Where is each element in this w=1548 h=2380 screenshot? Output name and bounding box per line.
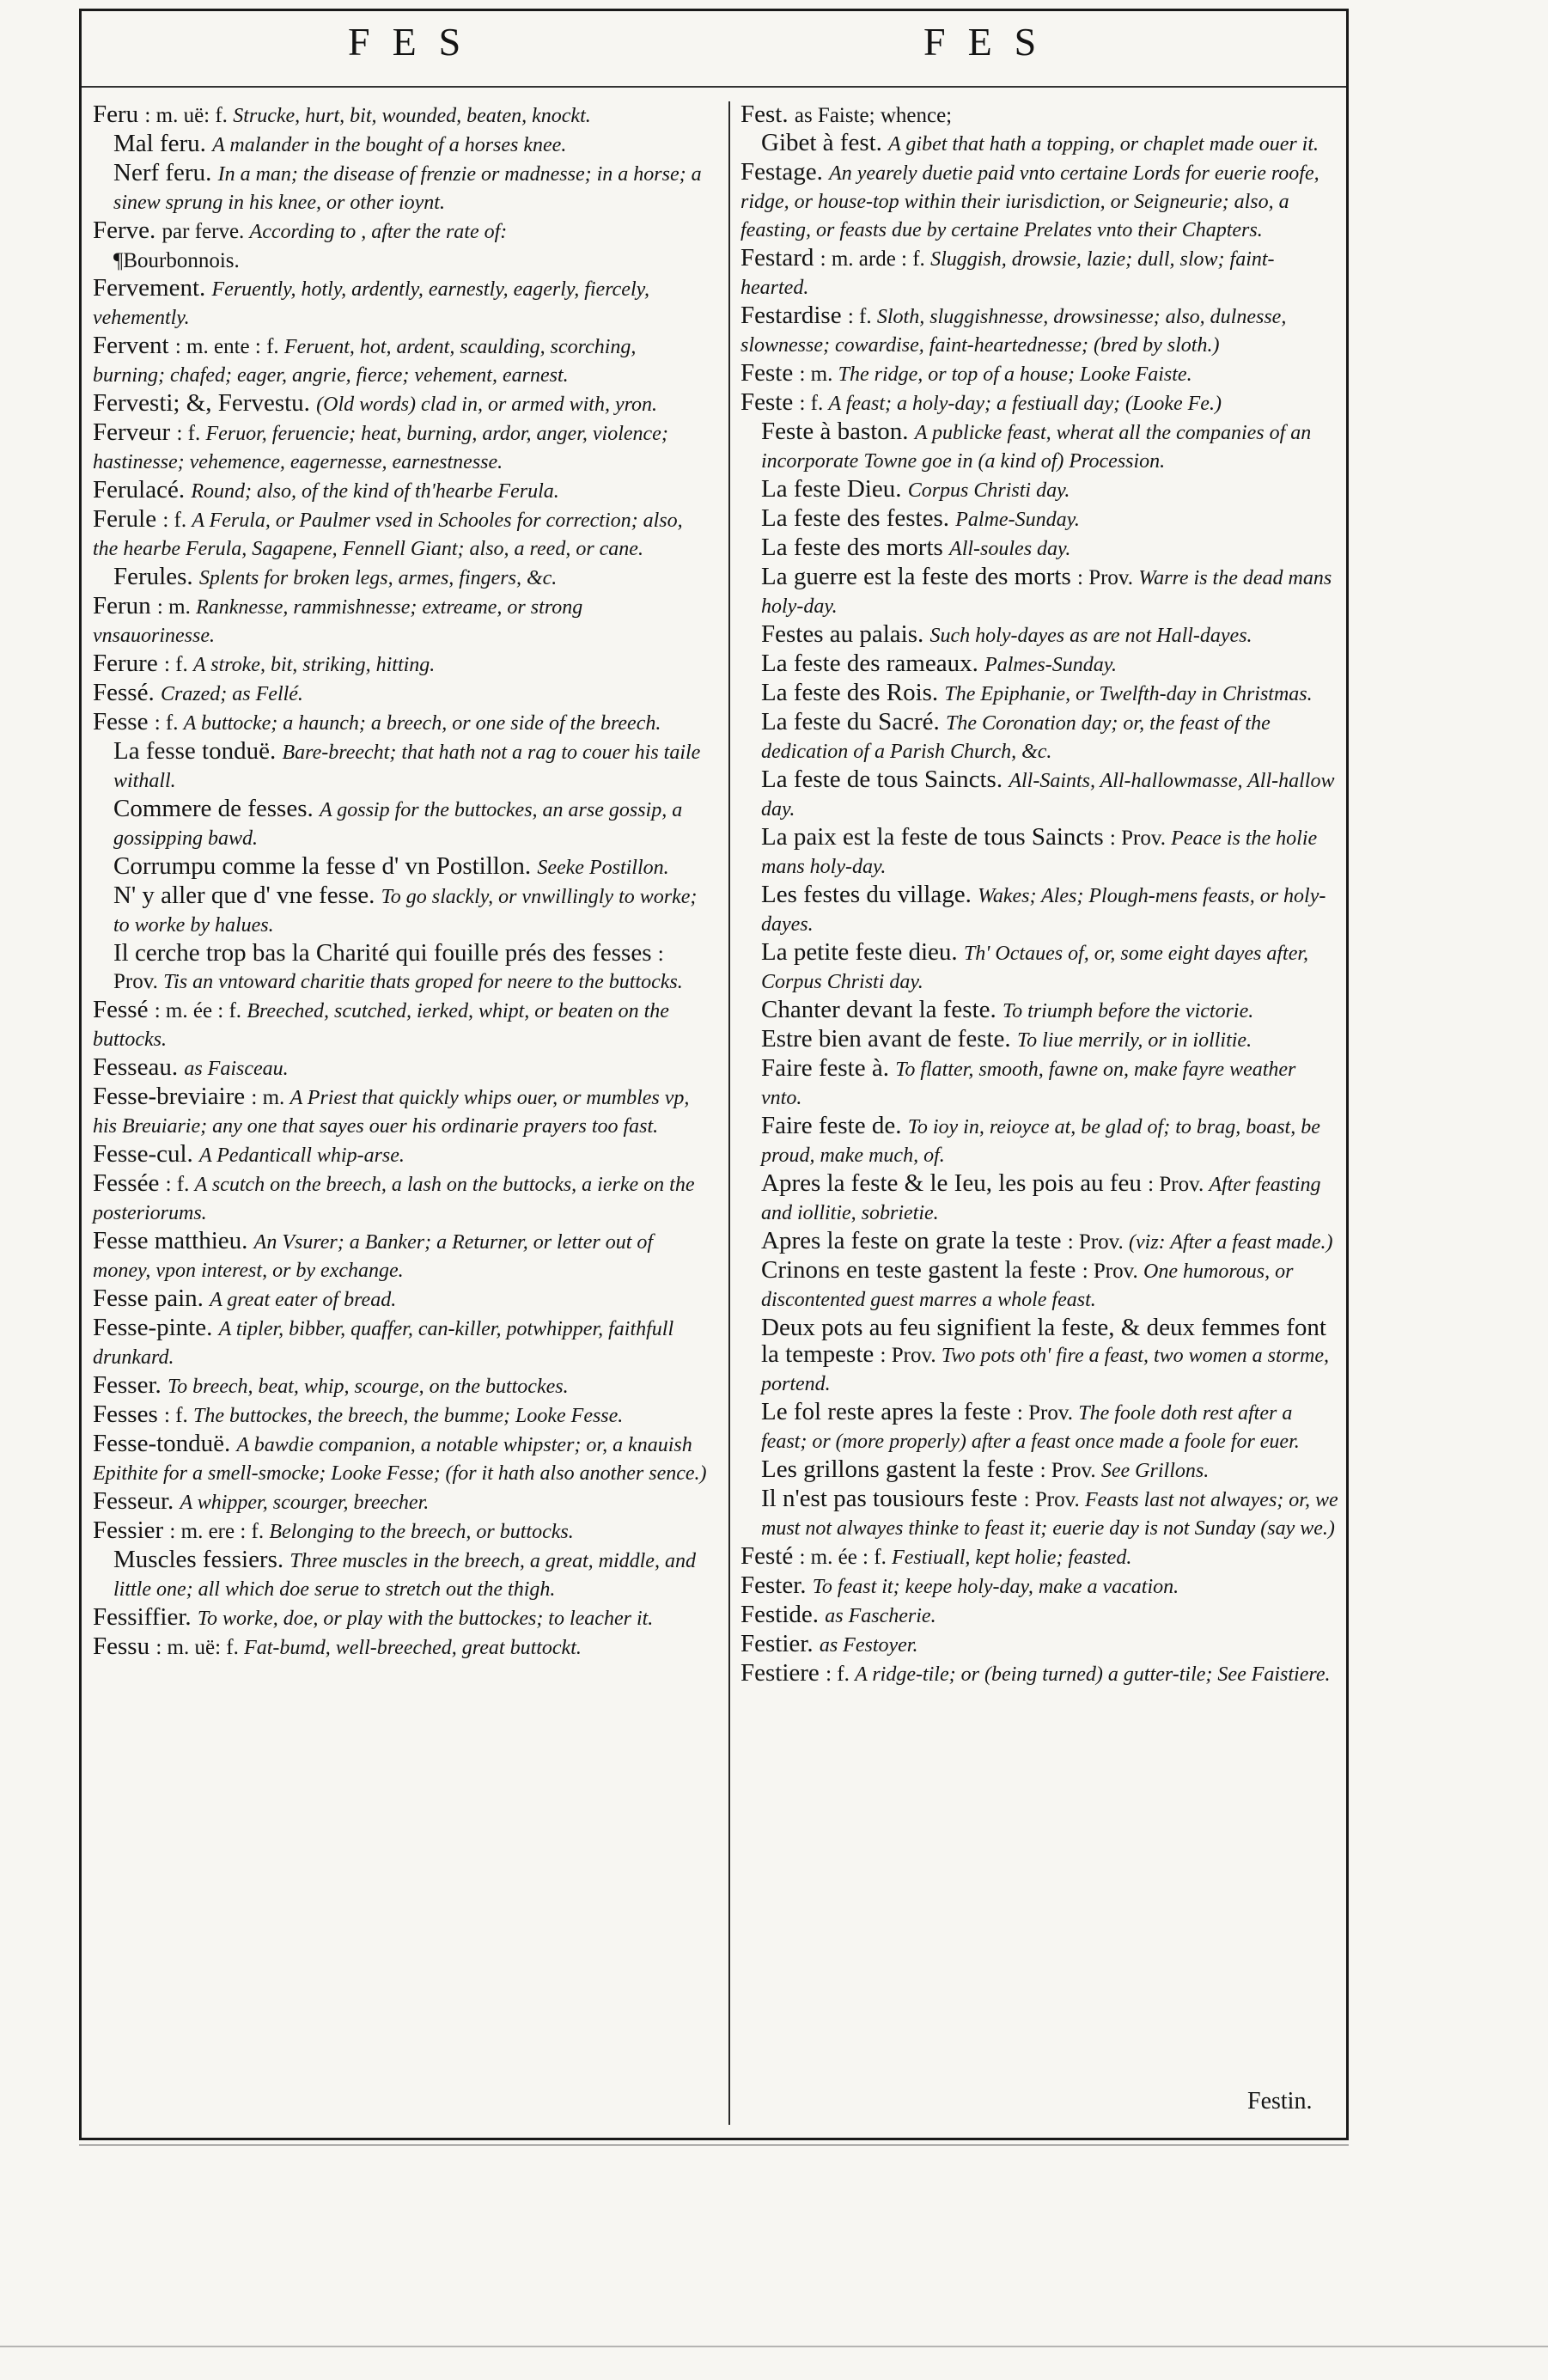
entry-definition: Sloth, sluggishnesse, drowsinesse; also, dulnesse, slownesse; cowardise, faint-heartednesse; (bred by sloth.) xyxy=(740,306,1287,357)
dictionary-entry xyxy=(93,1083,710,1140)
dictionary-entry xyxy=(93,796,710,852)
left-column xyxy=(93,101,710,1663)
entry-headword: Fesse-cul. xyxy=(93,1140,200,1168)
entry-grammar: : Prov. xyxy=(1067,1230,1130,1254)
dictionary-entry xyxy=(93,390,710,418)
page-frame-bottom xyxy=(79,2138,1349,2140)
dictionary-entry xyxy=(93,506,710,563)
entry-headword: Fessée xyxy=(93,1169,166,1197)
entry-headword: Festage. xyxy=(740,158,830,186)
entry-headword: Festé xyxy=(740,1542,800,1570)
entry-definition: Feruent, hot, ardent, scaulding, scorching, burning; chafed; eager, angrie, fierce; vehement, earnest. xyxy=(93,336,637,387)
entry-definition: Palmes-Sunday. xyxy=(984,654,1118,676)
entry-headword: La feste des Rois. xyxy=(761,679,945,706)
entry-grammar: : f. xyxy=(847,305,877,328)
dictionary-entry xyxy=(93,709,710,737)
entry-headword: Fesser. xyxy=(93,1371,168,1399)
entry-definition: (viz: After a feast made.) xyxy=(1129,1231,1333,1254)
entry-headword: Fervent xyxy=(93,332,175,359)
entry-headword: Ferun xyxy=(93,592,157,619)
entry-definition: (Old words) clad in, or armed with, yron. xyxy=(316,394,658,416)
entry-headword: Fester. xyxy=(740,1571,813,1599)
dictionary-entry xyxy=(93,275,710,332)
dictionary-entry xyxy=(740,1228,1340,1256)
dictionary-entry xyxy=(740,1399,1340,1455)
entry-headword: La feste des festes. xyxy=(761,504,956,532)
entry-grammar: : f. xyxy=(163,653,193,676)
dictionary-entry xyxy=(740,824,1340,881)
entry-headword: Faire feste à. xyxy=(761,1054,896,1082)
entry-headword: Ferveur xyxy=(93,418,177,446)
entry-definition: A gossip for the buttockes, an arse gossip, a gossipping bawd. xyxy=(113,799,683,850)
entry-grammar: par ferve. xyxy=(162,220,250,243)
column-divider xyxy=(728,101,730,2125)
entry-definition: The ridge, or top of a house; Looke Faiste. xyxy=(838,363,1192,386)
running-head-left: FES xyxy=(348,20,484,64)
dictionary-entry xyxy=(740,245,1340,302)
entry-grammar: : Prov. xyxy=(1077,566,1139,589)
entry-definition: To triumph before the victorie. xyxy=(1003,1000,1254,1022)
entry-definition: Corpus Christi day. xyxy=(907,479,1070,502)
dictionary-entry xyxy=(740,1543,1340,1571)
entry-definition: The buttockes, the breech, the bumme; Looke Fesse. xyxy=(193,1405,624,1427)
entry-headword: Festide. xyxy=(740,1601,826,1628)
entry-definition: To go slackly, or vnwillingly to worke; to worke by halues. xyxy=(113,886,698,937)
dictionary-entry xyxy=(93,1547,710,1603)
entry-headword: Estre bien avant de feste. xyxy=(761,1025,1017,1053)
entry-headword: La paix est la feste de tous Saincts xyxy=(761,823,1110,851)
entry-definition: A Priest that quickly whips ouer, or mumbles vp, his Breuiarie; any one that sayes ouer his ordinarie prayers too fast. xyxy=(93,1087,690,1138)
entry-headword: Mal feru. xyxy=(113,130,213,157)
dictionary-entry xyxy=(93,680,710,708)
entry-definition: as Faisceau. xyxy=(184,1058,289,1080)
entry-grammar: : f. xyxy=(799,392,829,415)
dictionary-entry xyxy=(93,940,710,996)
entry-definition: A great eater of bread. xyxy=(210,1289,397,1311)
entry-headword: Feru xyxy=(93,101,145,128)
entry-grammar: : Prov. xyxy=(1023,1488,1085,1511)
dictionary-entry xyxy=(93,853,710,882)
dictionary-entry xyxy=(93,419,710,476)
dictionary-entry xyxy=(93,1633,710,1662)
entry-headword: Nerf feru. xyxy=(113,159,218,186)
dictionary-entry xyxy=(740,680,1340,708)
entry-definition: A ridge-tile; or (being turned) a gutter-tile; See Faistiere. xyxy=(855,1663,1331,1686)
page-frame-left xyxy=(79,9,82,2138)
entry-definition: Ranknesse, rammishnesse; extreame, or strong vnsauorinesse. xyxy=(93,596,583,647)
entry-headword: Fesseur. xyxy=(93,1487,180,1515)
entry-headword: Festier. xyxy=(740,1630,820,1657)
entry-headword: Fessu xyxy=(93,1632,156,1660)
entry-definition: Crazed; as Fellé. xyxy=(160,683,303,705)
entry-grammar: : m. uë: f. xyxy=(144,104,234,127)
entry-definition: Festiuall, kept holie; feasted. xyxy=(892,1547,1132,1569)
entry-grammar: : m. xyxy=(799,363,838,386)
entry-definition: Splents for broken legs, armes, fingers, &c. xyxy=(198,567,558,589)
entry-headword: Chanter devant la feste. xyxy=(761,996,1003,1023)
dictionary-entry xyxy=(740,882,1340,938)
entry-headword: Apres la feste on grate la teste xyxy=(761,1227,1068,1254)
dictionary-entry xyxy=(740,1572,1340,1601)
entry-definition: The foole doth rest after a feast; or (more properly) after a feast once made a foole for euer. xyxy=(761,1402,1300,1453)
entry-headword: Deux pots au feu signifient la feste, & deux femmes font la tempeste xyxy=(761,1314,1326,1368)
dictionary-entry xyxy=(740,650,1340,679)
entry-grammar: ¶Bourbonnois. xyxy=(113,249,240,272)
dictionary-entry xyxy=(93,131,710,159)
entry-headword: Festard xyxy=(740,244,820,272)
dictionary-entry xyxy=(740,1660,1340,1688)
dictionary-entry xyxy=(740,360,1340,388)
entry-definition: as Fascherie. xyxy=(825,1605,936,1627)
entry-grammar: : m. ente : f. xyxy=(174,335,284,358)
dictionary-entry xyxy=(93,1488,710,1516)
entry-headword: Apres la feste & le Ieu, les pois au feu xyxy=(761,1169,1149,1197)
entry-definition: In a man; the disease of frenzie or madnesse; in a horse; a sinew sprung in his knee, or other ioynt. xyxy=(113,163,702,214)
entry-headword: Ferule xyxy=(93,505,163,533)
dictionary-entry xyxy=(93,738,710,795)
entry-definition: as Festoyer. xyxy=(819,1634,918,1657)
entry-definition: A bawdie companion, a notable whipster; or, a knauish Epithite for a smell-smocke; Looke Fesse; (for it hath also another sence.) xyxy=(93,1434,707,1485)
entry-definition: Breeched, scutched, ierked, whipt, or beaten on the buttocks. xyxy=(93,1000,669,1051)
entry-grammar: : f. xyxy=(163,1404,194,1427)
entry-grammar: : m. xyxy=(156,595,197,619)
dictionary-entry xyxy=(740,159,1340,244)
dictionary-entry xyxy=(93,1401,710,1430)
entry-headword: Fesses xyxy=(93,1401,164,1428)
dictionary-entry xyxy=(740,997,1340,1025)
entry-definition: An yearely duetie paid vnto certaine Lords for euerie roofe, ridge, or house-top within their iurisdiction, or Seigneurie; also, a feasting, or feasts due by certaine Prelates vnto their Chapters. xyxy=(740,162,1319,241)
entry-definition: To liue merrily, or in iollitie. xyxy=(1016,1029,1252,1052)
entry-headword: Festes au palais. xyxy=(761,620,930,648)
dictionary-entry xyxy=(740,1456,1340,1485)
dictionary-entry xyxy=(93,333,710,389)
entry-headword: Fesse pain. xyxy=(93,1285,210,1312)
entry-grammar: : f. xyxy=(165,1173,195,1196)
dictionary-entry xyxy=(93,1315,710,1371)
dictionary-entry xyxy=(740,418,1340,475)
dictionary-entry xyxy=(740,1315,1340,1398)
dictionary-entry xyxy=(740,1170,1340,1227)
dictionary-entry xyxy=(93,564,710,592)
entry-headword: Ferure xyxy=(93,650,164,677)
entry-headword: Fesse matthieu. xyxy=(93,1227,254,1254)
catchword: Festin. xyxy=(1247,2088,1313,2115)
entry-grammar: : f. xyxy=(162,509,192,532)
dictionary-entry xyxy=(93,1517,710,1546)
entry-definition: A whipper, scourger, breecher. xyxy=(180,1492,430,1514)
entry-definition: A gibet that hath a topping, or chaplet made ouer it. xyxy=(888,133,1319,156)
entry-definition: A publicke feast, wherat all the companies of an incorporate Towne goe in (a kind of) Procession. xyxy=(761,422,1312,473)
dictionary-entry xyxy=(740,302,1340,359)
dictionary-entry xyxy=(93,1431,710,1487)
entry-definition: Feruently, hotly, ardently, earnestly, eagerly, fiercely, vehemently. xyxy=(93,278,649,329)
dictionary-entry xyxy=(740,1113,1340,1169)
dictionary-entry xyxy=(740,1055,1340,1112)
entry-grammar: : f. xyxy=(154,711,184,735)
entry-definition: A scutch on the breech, a lash on the buttocks, a ierke on the posteriorums. xyxy=(93,1174,695,1224)
entry-grammar: : Prov. xyxy=(1082,1260,1143,1283)
dictionary-entry xyxy=(740,709,1340,766)
entry-definition: All-soules day. xyxy=(949,538,1071,560)
entry-headword: La feste de tous Saincts. xyxy=(761,766,1009,793)
dictionary-entry xyxy=(740,476,1340,504)
entry-definition: A tipler, bibber, quaffer, can-killer, potwhipper, faithfull drunkard. xyxy=(93,1318,674,1369)
page-frame-right xyxy=(1346,9,1349,2138)
entry-definition: Round; also, of the kind of th'hearbe Ferula. xyxy=(191,480,559,503)
dictionary-entry xyxy=(93,1372,710,1401)
entry-definition: A Ferula, or Paulmer vsed in Schooles for correction; also, the hearbe Ferula, Sagapene, Fennell Giant; also, a reed, or cane. xyxy=(93,510,683,560)
dictionary-entry xyxy=(740,101,1340,129)
entry-definition: A Pedanticall whip-arse. xyxy=(199,1144,405,1167)
dictionary-entry xyxy=(93,1054,710,1083)
dictionary-entry xyxy=(93,217,710,246)
scan-edge xyxy=(0,2346,1548,2347)
entry-headword: Les grillons gastent la feste xyxy=(761,1455,1040,1483)
entry-headword: Il cerche trop bas la Charité qui fouille prés des fesses xyxy=(113,939,658,967)
entry-definition: Feruor, feruencie; heat, burning, ardor, anger, violence; hastinesse; vehemence, eagernesse, earnestnesse. xyxy=(93,423,668,473)
entry-grammar: : m. uë: f. xyxy=(155,1636,245,1659)
entry-definition: See Grillons. xyxy=(1100,1460,1210,1482)
entry-definition: Feasts last not alwayes; or, we must not alwayes thinke to feast it; euerie day is not Sunday (say we.) xyxy=(761,1489,1338,1540)
dictionary-entry xyxy=(740,1602,1340,1630)
entry-grammar: : m. xyxy=(251,1086,290,1109)
entry-grammar: : m. ée : f. xyxy=(799,1546,893,1569)
dictionary-entry xyxy=(740,939,1340,996)
entry-headword: Muscles fessiers. xyxy=(113,1546,290,1573)
entry-headword: Fessé. xyxy=(93,679,161,706)
entry-definition: The Epiphanie, or Twelfth-day in Christmas. xyxy=(944,683,1313,705)
entry-headword: Fesse xyxy=(93,708,155,735)
dictionary-entry xyxy=(93,477,710,505)
entry-headword: Fessé xyxy=(93,996,155,1023)
entry-headword: La feste des morts xyxy=(761,534,950,561)
entry-grammar: : Prov. xyxy=(1148,1173,1210,1196)
dictionary-entry xyxy=(740,389,1340,418)
dictionary-entry xyxy=(93,1228,710,1285)
entry-definition: To flatter, smooth, fawne on, make fayre weather vnto. xyxy=(761,1059,1296,1109)
entry-definition: Sluggish, drowsie, lazie; dull, slow; faint-hearted. xyxy=(740,248,1275,299)
entry-definition: Wakes; Ales; Plough-mens feasts, or holy-dayes. xyxy=(761,885,1326,936)
entry-headword: N' y aller que d' vne fesse. xyxy=(113,882,381,909)
entry-headword: Fest. xyxy=(740,101,795,128)
dictionary-entry xyxy=(740,534,1340,563)
dictionary-entry xyxy=(93,882,710,939)
entry-grammar: : Prov. xyxy=(1039,1459,1101,1482)
entry-headword: Feste à baston. xyxy=(761,418,915,445)
dictionary-entry xyxy=(93,1285,710,1314)
dictionary-entry xyxy=(93,1170,710,1227)
entry-grammar: : f. xyxy=(176,422,206,445)
dictionary-entry xyxy=(740,1026,1340,1054)
entry-headword: Festiere xyxy=(740,1659,826,1687)
entry-definition: All-Saints, All-hallowmasse, All-hallow day. xyxy=(761,770,1335,821)
entry-headword: La guerre est la feste des morts xyxy=(761,563,1077,590)
dictionary-entry xyxy=(93,997,710,1053)
entry-definition: To worke, doe, or play with the buttockes; to leacher it. xyxy=(197,1608,654,1630)
entry-headword: Fervesti; &, Fervestu. xyxy=(93,389,317,417)
entry-definition: A buttocke; a haunch; a breech, or one side of the breech. xyxy=(183,712,661,735)
dictionary-entry xyxy=(93,1141,710,1169)
entry-definition: Warre is the dead mans holy-day. xyxy=(761,567,1332,618)
entry-headword: La feste du Sacré. xyxy=(761,708,946,735)
entry-grammar: : Prov. xyxy=(880,1344,942,1367)
entry-definition: One humorous, or discontented guest marres a whole feast. xyxy=(761,1260,1294,1311)
dictionary-entry xyxy=(93,650,710,679)
entry-headword: Commere de fesses. xyxy=(113,795,320,822)
entry-headword: Le fol reste apres la feste xyxy=(761,1398,1017,1425)
entry-headword: Fervement. xyxy=(93,274,212,302)
entry-headword: La feste des rameaux. xyxy=(761,650,985,677)
entry-grammar: : m. ée : f. xyxy=(154,999,247,1022)
entry-headword: La petite feste dieu. xyxy=(761,938,964,966)
entry-headword: La fesse tonduë. xyxy=(113,737,283,765)
entry-definition: Peace is the holie mans holy-day. xyxy=(761,827,1318,878)
entry-headword: Festardise xyxy=(740,302,848,329)
entry-definition: An Vsurer; a Banker; a Returner, or letter out of money, vpon interest, or by exchange. xyxy=(93,1231,654,1282)
entry-headword: Les festes du village. xyxy=(761,881,978,908)
entry-headword: Ferve. xyxy=(93,217,162,244)
entry-definition: According to , after the rate of: xyxy=(249,221,508,243)
dictionary-entry xyxy=(740,564,1340,620)
right-column xyxy=(740,101,1340,1689)
entry-grammar: : f. xyxy=(826,1663,856,1686)
entry-headword: Fesse-pinte. xyxy=(93,1314,219,1341)
entry-definition: Such holy-dayes as are not Hall-dayes. xyxy=(929,625,1252,647)
entry-definition: Th' Octaues of, or, some eight dayes after, Corpus Christi day. xyxy=(761,943,1309,993)
dictionary-entry xyxy=(93,1604,710,1632)
entry-definition: Tis an vntoward charitie thats groped for neere to the buttocks. xyxy=(163,971,683,993)
dictionary-entry xyxy=(93,247,710,274)
entry-headword: Feste xyxy=(740,359,800,387)
dictionary-entry xyxy=(740,1631,1340,1659)
entry-headword: Faire feste de. xyxy=(761,1112,908,1139)
entry-definition: A stroke, bit, striking, hitting. xyxy=(192,654,436,676)
entry-definition: After feasting and iollitie, sobrietie. xyxy=(761,1174,1321,1224)
dictionary-entry xyxy=(740,766,1340,823)
dictionary-entry xyxy=(740,130,1340,158)
entry-grammar: : m. ere : f. xyxy=(169,1520,270,1543)
page-frame-top xyxy=(79,9,1349,11)
dictionary-entry xyxy=(740,1257,1340,1314)
entry-definition: Three muscles in the breech, a great, middle, and little one; all which doe serue to stretch out the thigh. xyxy=(113,1550,696,1601)
entry-definition: Palme-Sunday. xyxy=(955,509,1080,531)
entry-headword: Crinons en teste gastent la feste xyxy=(761,1256,1082,1284)
header-rule xyxy=(82,86,1346,88)
running-head-right: FES xyxy=(923,20,1059,64)
entry-definition: To feast it; keepe holy-day, make a vacation. xyxy=(812,1576,1179,1598)
entry-definition: Belonging to the breech, or buttocks. xyxy=(269,1521,574,1543)
entry-headword: Fesse-tonduë. xyxy=(93,1430,237,1457)
entry-headword: Fessiffier. xyxy=(93,1603,198,1631)
entry-grammar: as Faiste; whence; xyxy=(794,104,953,127)
entry-grammar: : Prov. xyxy=(113,943,664,993)
entry-definition: To ioy in, reioyce at, be glad of; to brag, boast, be proud, make much, of. xyxy=(761,1116,1320,1167)
entry-definition: To breech, beat, whip, scourge, on the buttockes. xyxy=(168,1376,569,1398)
entry-definition: A feast; a holy-day; a festiuall day; (Looke Fe.) xyxy=(828,393,1222,415)
entry-headword: Feste xyxy=(740,388,800,416)
entry-definition: Seeke Postillon. xyxy=(537,857,669,879)
entry-headword: Fessier xyxy=(93,1516,170,1544)
entry-headword: Corrumpu comme la fesse d' vn Postillon. xyxy=(113,852,538,880)
dictionary-entry xyxy=(740,1486,1340,1542)
entry-headword: Fesse-breviaire xyxy=(93,1083,252,1110)
entry-grammar: : Prov. xyxy=(1109,827,1172,850)
entry-headword: Ferules. xyxy=(113,563,199,590)
entry-grammar: : m. arde : f. xyxy=(820,247,931,271)
dictionary-entry xyxy=(93,101,710,130)
entry-definition: Fat-bumd, well-breeched, great buttockt. xyxy=(244,1637,582,1659)
entry-definition: The Coronation day; or, the feast of the dedication of a Parish Church, &c. xyxy=(761,712,1271,763)
dictionary-entry xyxy=(93,160,710,217)
entry-headword: Gibet à fest. xyxy=(761,129,889,156)
entry-headword: Fesseau. xyxy=(93,1053,185,1081)
dictionary-entry xyxy=(740,505,1340,534)
dictionary-entry xyxy=(93,593,710,650)
entry-headword: La feste Dieu. xyxy=(761,475,908,503)
entry-grammar: : Prov. xyxy=(1016,1401,1079,1425)
entry-definition: Bare-breecht; that hath not a rag to couer his taile withall. xyxy=(113,741,701,792)
entry-definition: Strucke, hurt, bit, wounded, beaten, knockt. xyxy=(233,105,591,127)
entry-definition: Two pots oth' fire a feast, two women a storme, portend. xyxy=(761,1345,1329,1395)
dictionary-entry xyxy=(740,621,1340,650)
entry-headword: Il n'est pas tousiours feste xyxy=(761,1485,1024,1512)
entry-definition: A malander in the bought of a horses knee. xyxy=(212,134,567,156)
entry-headword: Ferulacé. xyxy=(93,476,192,503)
